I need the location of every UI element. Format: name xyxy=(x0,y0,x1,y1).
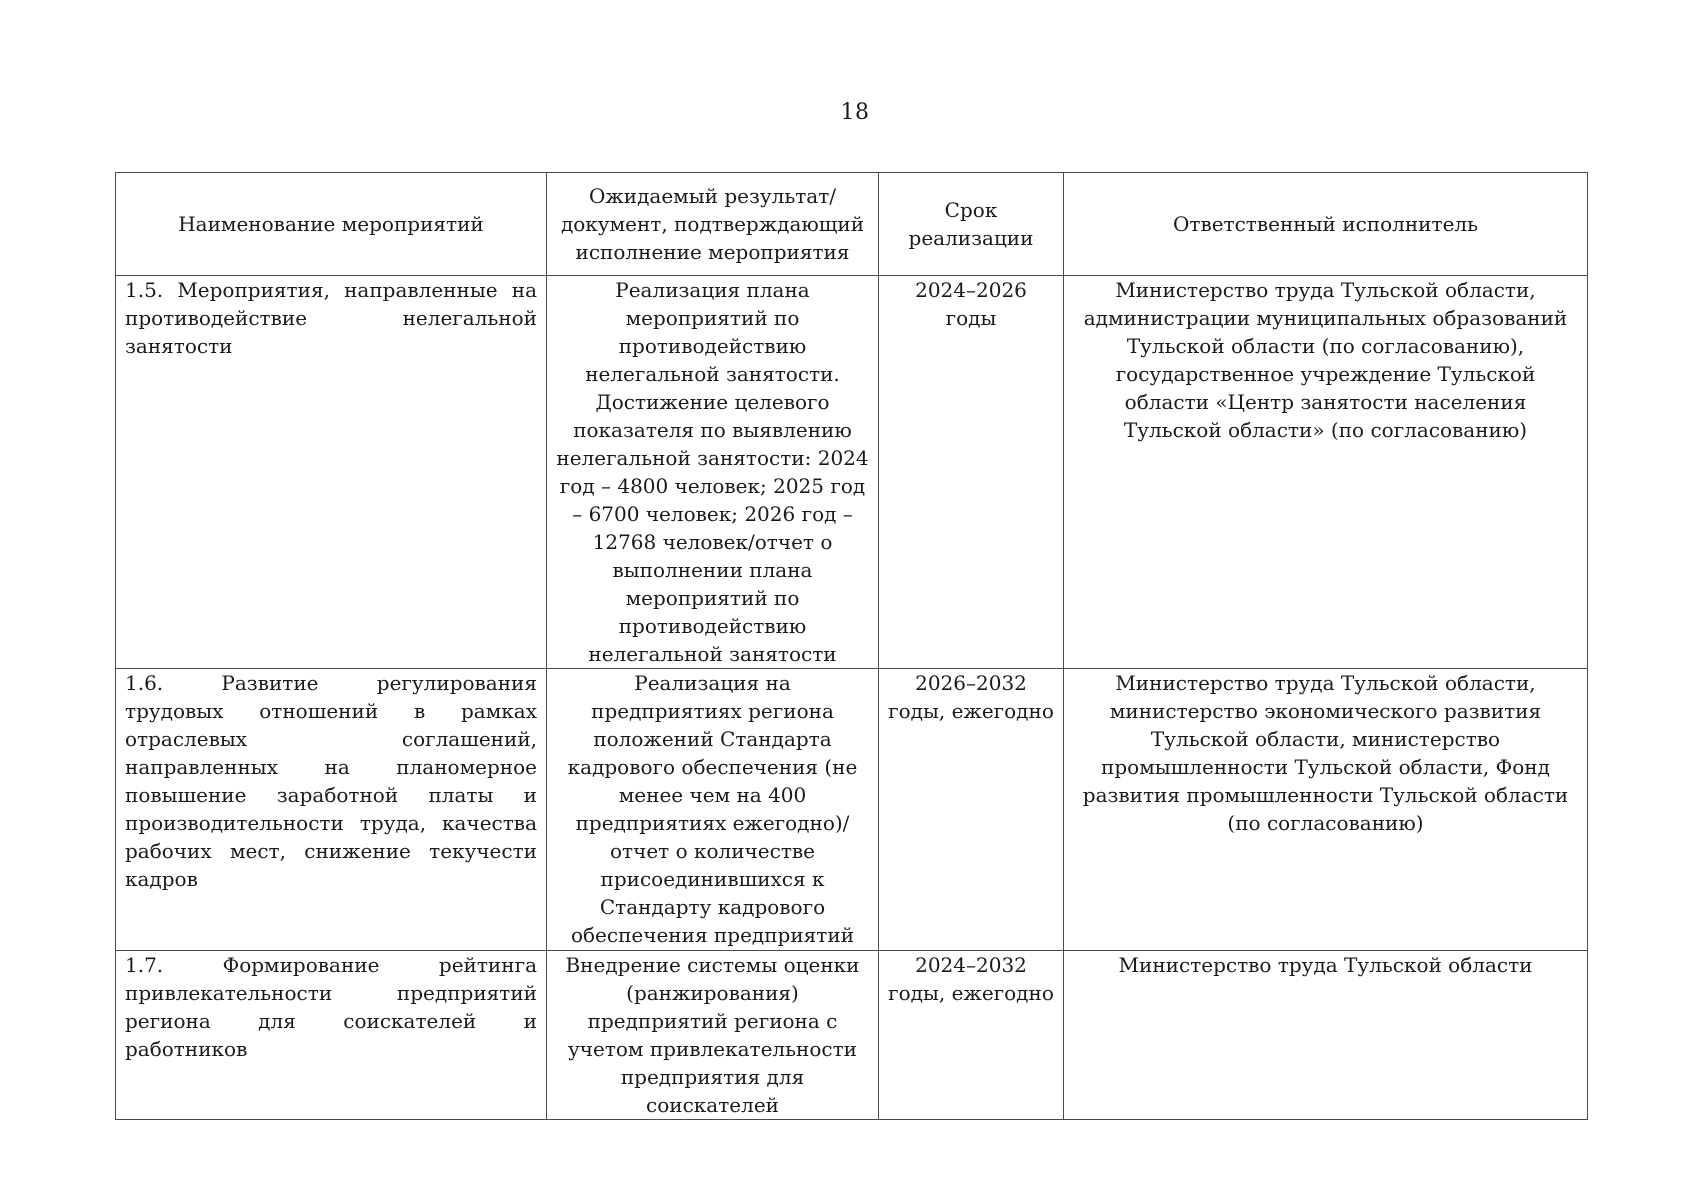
header-executor: Ответственный исполнитель xyxy=(1064,173,1588,276)
row-result-cell: Реализация плана мероприятий по противодействию нелегальной занятости. Достижение целевого показателя по выявлению нелегальной занятости: 2024 год – 4800 человек; 2025 год – 6700 человек; 2026 год – 12768 человек/отчет о выполнении плана мероприятий по противодействию нелегальной занятости xyxy=(547,276,879,669)
row-term-cell: 2024–2026 годы xyxy=(879,276,1064,669)
page-number: 18 xyxy=(840,100,870,125)
measures-table xyxy=(115,172,1588,1120)
header-name: Наименование мероприятий xyxy=(116,173,547,276)
row-executor-cell: Министерство труда Тульской области xyxy=(1064,951,1588,1120)
row-name-cell: 1.6. Развитие регулирования трудовых отношений в рамках отраслевых соглашений, направленных на планомерное повышение заработной платы и производительности труда, качества рабочих мест, снижение текучести кадров xyxy=(116,669,547,951)
row-result-cell: Реализация на предприятиях региона положений Стандарта кадрового обеспечения (не менее чем на 400 предприятиях ежегодно)/отчет о количестве присоединившихся к Стандарту кадрового обеспечения предприятий xyxy=(547,669,879,951)
row-term-cell: 2026–2032 годы, ежегодно xyxy=(879,669,1064,951)
row-executor-cell: Министерство труда Тульской области, администрации муниципальных образований Тульской области (по согласованию), государственное учреждение Тульской области «Центр занятости населения Тульской области» (по согласованию) xyxy=(1064,276,1588,669)
table-row xyxy=(116,951,1588,1120)
row-name-cell: 1.7. Формирование рейтинга привлекательности предприятий региона для соискателей и работников xyxy=(116,951,547,1120)
header-term: Срок реализации xyxy=(879,173,1064,276)
table-row xyxy=(116,669,1588,951)
row-term-cell: 2024–2032 годы, ежегодно xyxy=(879,951,1064,1120)
header-result: Ожидаемый результат/ документ, подтверждающий исполнение мероприятия xyxy=(547,173,879,276)
row-name-cell: 1.5. Мероприятия, направленные на противодействие нелегальной занятости xyxy=(116,276,547,669)
table-row xyxy=(116,276,1588,669)
row-executor-cell: Министерство труда Тульской области, министерство экономического развития Тульской области, министерство промышленности Тульской области, Фонд развития промышленности Тульской области (по согласованию) xyxy=(1064,669,1588,951)
table-header-row xyxy=(116,173,1588,276)
row-result-cell: Внедрение системы оценки (ранжирования) предприятий региона с учетом привлекательности предприятия для соискателей xyxy=(547,951,879,1120)
